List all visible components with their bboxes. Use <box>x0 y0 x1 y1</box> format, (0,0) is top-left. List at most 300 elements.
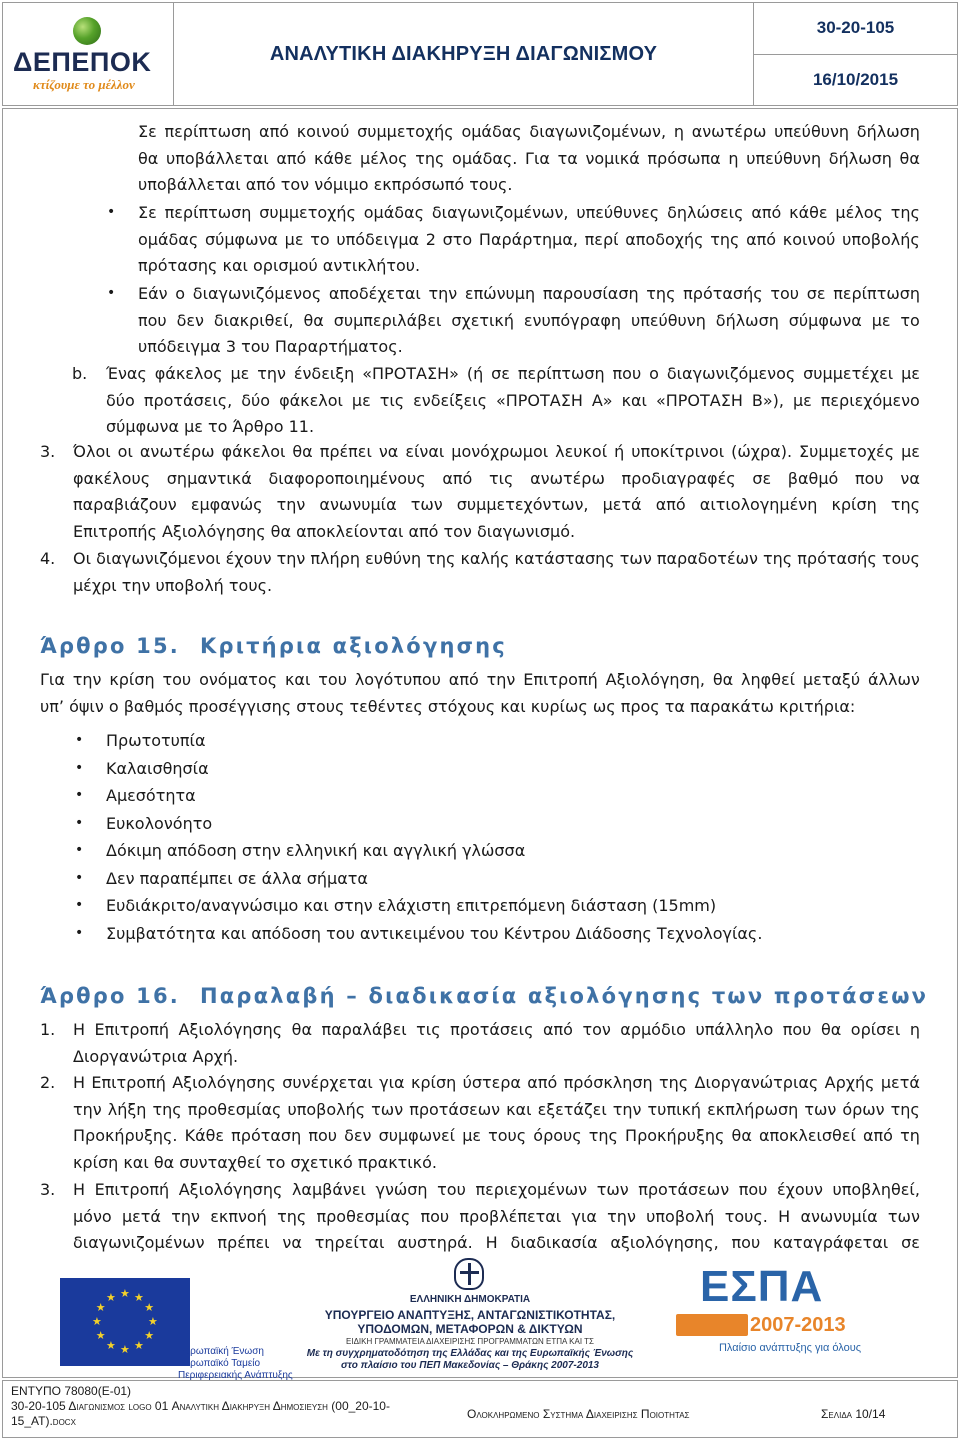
word: σχετική <box>451 310 514 330</box>
word: αρμόδιο <box>620 1020 686 1039</box>
word: Αξιολόγησης <box>178 1180 283 1199</box>
eu-star-icon: ★ <box>120 1343 130 1356</box>
word: με <box>230 364 250 383</box>
word: την <box>612 1099 642 1119</box>
list-marker: b. <box>72 364 88 383</box>
word: περίπτωση <box>164 203 252 222</box>
word: διαγωνιζόμενος <box>666 364 796 383</box>
word: Σε <box>138 203 157 222</box>
word: λογότυπου <box>354 670 441 689</box>
logo-name: ΔΕΠΕΠΟΚ <box>13 47 152 77</box>
word: της <box>890 495 920 514</box>
criteria-item: Δόκιμη απόδοση στην ελληνική και αγγλική γλώσσα <box>106 841 526 860</box>
word: αποδοχής <box>625 229 704 249</box>
paragraph-line <box>138 122 920 142</box>
list-marker: 2. <box>40 1073 56 1092</box>
eu-star-icon: ★ <box>134 1339 144 1353</box>
quality-system-label: Ολοκληρωμενο Συστημα Διαχειρισης Ποιοτητας <box>467 1407 690 1421</box>
word: την <box>276 495 306 514</box>
word: του <box>770 284 799 303</box>
article-15-heading <box>40 634 507 658</box>
word: συμμετοχής <box>259 203 356 222</box>
word: υποβολή <box>646 1206 715 1226</box>
bullet-icon: • <box>107 204 116 220</box>
word: σημαντικά <box>166 468 252 488</box>
word: διαγωνιζόμενος <box>192 284 322 303</box>
word: προτάσεις, <box>143 390 233 410</box>
word: σε <box>752 468 772 488</box>
eu-star-icon: ★ <box>95 1329 106 1342</box>
word: Β»), <box>751 390 784 410</box>
word: όρους <box>533 1126 582 1145</box>
eu-star-icon: ★ <box>106 1339 116 1353</box>
word: πλήρη <box>310 549 360 568</box>
word: πρόταση <box>231 1126 302 1145</box>
word: (ώχρα). <box>731 442 793 461</box>
word: δεν <box>176 310 204 330</box>
word: Σε <box>138 122 157 141</box>
word: ευθύνη <box>365 549 422 568</box>
word: προθεσμίας <box>187 1099 282 1119</box>
word: σε <box>806 284 826 303</box>
bullet-icon: • <box>75 897 84 913</box>
eu-star-icon: ★ <box>148 1315 158 1328</box>
bullet-icon: • <box>75 732 84 748</box>
eu-star-icon: ★ <box>144 1329 155 1342</box>
word: συμφωνεί <box>378 1126 456 1145</box>
bullet-line: υπόδειγμα 3 του Παραρτήματος. <box>138 337 403 356</box>
word: της <box>890 1099 920 1119</box>
word: να <box>900 468 920 488</box>
word: της <box>415 148 445 168</box>
word: περί <box>584 229 619 249</box>
word: Οι <box>73 549 92 568</box>
word: ενυπόγραφη <box>523 310 622 330</box>
word: την <box>428 284 458 303</box>
word: περίπτωση <box>517 364 605 383</box>
list-line: σύμφωνα με το Άρθρο 11. <box>106 417 315 436</box>
list-line <box>73 1126 920 1146</box>
word: ονόματος <box>199 670 278 689</box>
word: αποκλεισθεί <box>758 1126 856 1145</box>
paragraph-line <box>40 670 920 690</box>
word: υποβάλλεται <box>166 148 269 168</box>
form-code: ΕΝΤΥΠΟ 78080(Ε-01) <box>11 1384 132 1398</box>
word: σύμφωνα <box>788 310 862 330</box>
criteria-item: Δεν παραπέμπει σε άλλα σήματα <box>106 868 368 888</box>
word: επώνυμη <box>464 284 536 303</box>
page-footer <box>2 1380 958 1438</box>
word: του <box>318 670 347 689</box>
word: θα <box>292 442 313 461</box>
word: την <box>276 549 306 568</box>
word: με <box>284 229 304 249</box>
word: πρέπει <box>217 1233 270 1252</box>
word: Η <box>485 1233 498 1252</box>
word: μόνο <box>73 1206 112 1226</box>
criteria-item: Αμεσότητα <box>106 786 196 805</box>
word: αυστηρά. <box>397 1233 473 1252</box>
word: συμμετοχής <box>357 122 454 141</box>
word: με <box>462 1126 482 1145</box>
cofund-line-2: στο πλαίσιο του ΠΕΠ Μακεδονίας – Θράκης 2007-2013 <box>340 1360 599 1371</box>
list-marker: 1. <box>40 1020 56 1039</box>
document-code: 30-20-105 <box>816 18 895 38</box>
word: της <box>646 284 676 303</box>
article-number: Άρθρο 15. <box>40 634 180 658</box>
word: και <box>621 390 647 410</box>
word: μετά <box>602 495 642 514</box>
word: από <box>751 203 782 222</box>
word: διαγωνιζομένων, <box>431 203 569 222</box>
list-marker: 3. <box>40 442 56 461</box>
word: κάθε <box>789 203 828 222</box>
word: Εάν <box>138 284 168 303</box>
word: υπεύθυνη <box>630 310 706 330</box>
word: διαδικασία <box>510 1233 598 1252</box>
word: τα <box>557 148 578 168</box>
word: που <box>138 310 167 330</box>
list-line <box>73 1100 920 1120</box>
word: ένδειξη <box>293 364 355 383</box>
word: του <box>162 670 192 689</box>
article-title: Κριτήρια αξιολόγησης <box>199 634 507 658</box>
word: των <box>619 549 652 568</box>
word: καλής <box>460 549 510 568</box>
word: διακριθεί, <box>213 310 294 330</box>
word: Επιτροπή <box>94 1020 170 1039</box>
list-line <box>73 469 920 489</box>
word: μέλος <box>360 148 408 168</box>
word: αξιολόγησης, <box>610 1233 719 1252</box>
word: ομάδας <box>363 203 424 222</box>
document-title: ΑΝΑΛΥΤΙΚΗ ΔΙΑΚΗΡΥΞΗ ΔΙΑΓΩΝΙΣΜΟΥ <box>269 42 658 65</box>
word: δηλώσεις <box>667 203 744 222</box>
word: την <box>72 670 102 689</box>
word: σε <box>491 364 510 383</box>
word: ομάδας <box>138 229 199 249</box>
word: πρότασής <box>683 284 763 303</box>
word: Επιτροπή <box>523 670 598 689</box>
paragraph-line: υπ’ όψιν ο βαθμός προσέγγισης στους τεθέντες στόχους και κυρίως ως προς τα παρακάτω κριτήρια: <box>40 697 856 716</box>
word: προτάσεων <box>638 1180 730 1199</box>
word: για <box>379 1073 405 1092</box>
word: Συμμετοχές <box>799 442 895 461</box>
list-marker: 3. <box>40 1180 56 1199</box>
criteria-item: Καλαισθησία <box>106 758 209 778</box>
word: γνώση <box>375 1180 428 1199</box>
word: θα <box>712 670 734 689</box>
word: (ή <box>466 364 484 383</box>
word: που <box>738 1180 768 1199</box>
criteria-item: Πρωτοτυπία <box>106 731 206 750</box>
ministry-line-1: ΥΠΟΥΡΓΕΙΟ ΑΝΑΠΤΥΞΗΣ, ΑΝΤΑΓΩΝΙΣΤΙΚΟΤΗΤΑΣ, <box>324 1308 616 1322</box>
word: που <box>308 1126 337 1145</box>
eu-caption-line: Ευρωπαϊκή Ένωση <box>178 1346 264 1357</box>
list-line <box>106 364 920 384</box>
eu-caption-line: Ευρωπαϊκό Ταμείο <box>178 1358 261 1369</box>
word: βαθμό <box>787 468 839 488</box>
word: να <box>378 442 399 461</box>
word: που <box>731 1233 761 1252</box>
document-date: 16/10/2015 <box>754 54 957 106</box>
word: λευκοί <box>555 442 608 461</box>
word: τις <box>379 390 405 410</box>
word: του <box>437 1180 466 1199</box>
word: προτάσεις <box>450 1020 534 1039</box>
word: κρίση <box>831 495 877 514</box>
criteria-item: Συμβατότητα και απόδοση του αντικειμένου του Κέντρου Διάδοσης Τεχνολογίας. <box>106 923 763 943</box>
word: της <box>659 1073 689 1092</box>
word: πρόσωπα <box>647 148 721 168</box>
word: αποδέχεται <box>328 284 421 303</box>
word: ο <box>175 284 186 303</box>
word: τις <box>489 468 514 488</box>
word: με <box>901 364 920 383</box>
word: θα <box>291 1020 312 1039</box>
republic-label: ΕΛΛΗΝΙΚΗ ΔΗΜΟΚΡΑΤΙΑ <box>409 1294 531 1305</box>
word: των <box>887 1206 920 1226</box>
word: των <box>371 1099 404 1119</box>
word: παραλάβει <box>321 1020 407 1039</box>
word: Ένας <box>106 364 147 383</box>
word: φακέλους <box>73 468 151 488</box>
word: παραβιάζουν <box>73 495 177 514</box>
word: την <box>171 1206 200 1226</box>
word: συμμετεχόντων, <box>456 495 589 514</box>
word: συμπεριλάβει <box>333 310 442 330</box>
word: λήξη <box>107 1099 147 1119</box>
word: Παράρτημα, <box>478 229 578 249</box>
bullet-line <box>138 230 920 250</box>
word: Η <box>73 1180 86 1199</box>
word: την <box>607 1206 636 1226</box>
word: που <box>855 468 884 488</box>
word: έχουν <box>225 549 272 568</box>
word: περίπτωση <box>164 122 252 141</box>
word: είναι <box>405 442 445 461</box>
word: υπόδειγμα <box>336 229 420 249</box>
word: που <box>782 1020 812 1039</box>
list-line <box>73 1020 920 1040</box>
word: μετά <box>880 1073 920 1092</box>
word: σε <box>901 1233 920 1252</box>
word: Η <box>778 1206 791 1226</box>
word: νομικά <box>585 148 640 168</box>
word: μεταξύ <box>802 670 861 689</box>
word: την <box>486 670 516 689</box>
word: Αξιολόγησης <box>172 1073 276 1092</box>
word: περιεχόμενο <box>820 390 920 410</box>
word: το <box>310 229 330 249</box>
word: πρότασής <box>797 549 877 568</box>
espa-tagline: Πλαίσιο ανάπτυξης για όλους <box>718 1342 862 1354</box>
word: Αξιολόγησης <box>178 1020 283 1039</box>
word: από <box>746 229 777 249</box>
word: υποβολής <box>842 229 920 249</box>
secretariat-line: ΕΙΔΙΚΗ ΓΡΑΜΜΑΤΕΙΑ ΔΙΑΧΕΙΡΙΣΗΣ ΠΡΟΓΡΑΜΜΑΤΩΝ ΕΤΠΑ ΚΑΙ ΤΣ <box>346 1337 594 1346</box>
word: της <box>890 203 920 222</box>
word: με <box>871 310 891 330</box>
word: οι <box>117 442 133 461</box>
word: ενδείξεις <box>413 390 487 410</box>
word: της <box>152 1099 182 1119</box>
espa-years: 2007-2013 <box>750 1314 846 1336</box>
page-number: Σελιδα 10/14 <box>821 1407 886 1421</box>
word: Αξιολόγηση, <box>605 670 705 689</box>
word: θα <box>138 148 159 168</box>
word: ο <box>649 364 659 383</box>
footer-file-info <box>11 1384 451 1429</box>
word: ή <box>614 442 625 461</box>
bullet-line <box>138 284 920 304</box>
word: πρέπει <box>319 442 372 461</box>
word: να <box>282 1233 302 1252</box>
word: ανωτέρω <box>139 442 215 461</box>
word: συμμετέχει <box>803 364 894 383</box>
word: Επιτροπή <box>91 1073 166 1092</box>
espa-title: ΕΣΠΑ <box>700 1262 824 1311</box>
word: Για <box>40 670 65 689</box>
word: εξετάζει <box>537 1099 607 1119</box>
word: δύο <box>241 390 271 410</box>
word: σύμφωνα <box>204 229 278 249</box>
bullet-icon: • <box>75 787 84 803</box>
word: λαμβάνει <box>291 1180 366 1199</box>
word: τηρείται <box>314 1233 385 1252</box>
eu-star-icon: ★ <box>95 1301 106 1314</box>
bullet-icon: • <box>107 285 116 301</box>
word: προτάσεων <box>409 1099 501 1119</box>
word: με <box>901 442 920 461</box>
cofund-line-1: Με τη συγχρηματοδότηση της Ελλάδας και της Ευρωπαϊκής Ένωσης <box>306 1348 634 1359</box>
word: η <box>909 1020 920 1039</box>
eu-star-icon: ★ <box>92 1315 102 1328</box>
word: μονόχρωμοι <box>451 442 549 461</box>
word: με <box>792 390 812 410</box>
word: παρουσίαση <box>542 284 639 303</box>
word: περίπτωση <box>833 284 920 303</box>
article-16-heading <box>40 984 928 1008</box>
word: Προκήρυξης <box>625 1126 725 1145</box>
word: διαφοροποιημένους <box>268 468 426 488</box>
word: ανωτέρω <box>530 468 605 488</box>
bullet-line <box>138 311 920 331</box>
word: ανωνυμία <box>800 1206 878 1226</box>
word: κρίση <box>410 1073 457 1092</box>
word: εκπνοή <box>210 1206 267 1226</box>
word: από <box>655 495 686 514</box>
word: το <box>900 310 920 330</box>
header-meta <box>754 3 957 105</box>
word: ανωτέρω <box>691 122 767 141</box>
word: θα <box>303 310 324 330</box>
greek-republic-logo <box>300 1258 640 1371</box>
word: με <box>351 390 371 410</box>
file-name-line-2: 15_ΑΤ).docx <box>11 1414 76 1428</box>
word: ομάδας. <box>452 148 518 168</box>
bullet-icon: • <box>75 759 84 776</box>
word: Η <box>73 1020 86 1039</box>
word: Κάθε <box>184 1126 225 1145</box>
eu-caption-line: Περιφερειακής Ανάπτυξης <box>178 1370 293 1381</box>
word: προθεσμίας <box>316 1206 411 1226</box>
word: «ΠΡΟΤΑΣΗ <box>655 390 743 410</box>
eu-star-icon: ★ <box>134 1290 144 1304</box>
word: από <box>259 122 289 141</box>
word: της <box>710 229 740 249</box>
word: «ΠΡΟΤΑΣΗ <box>495 390 583 410</box>
list-line: μέχρι την υποβολή τους. <box>73 575 273 595</box>
word: η <box>673 122 684 141</box>
bullet-icon: • <box>75 869 84 886</box>
word: αιτιολογημένη <box>699 495 818 514</box>
page-header <box>2 2 958 106</box>
word: άλλων <box>867 670 920 689</box>
list-line <box>73 495 920 515</box>
word: κάθε <box>313 148 353 168</box>
word: δύο <box>106 390 135 410</box>
list-marker: 4. <box>40 549 56 568</box>
company-logo <box>3 3 174 105</box>
word: υπεύθυνη <box>746 148 822 168</box>
word: τον <box>582 1020 611 1039</box>
word: 2 <box>425 229 436 249</box>
word: Αρχής <box>824 1073 875 1092</box>
word: θα <box>820 1020 842 1039</box>
list-line <box>106 391 920 411</box>
word: ομάδας <box>461 122 522 141</box>
word: και <box>506 1099 532 1119</box>
word: φάκελοι <box>279 390 343 410</box>
word: που <box>420 1206 450 1226</box>
word: Διοργανώτριας <box>694 1073 819 1092</box>
list-line <box>73 1233 920 1253</box>
word: δήλωση <box>828 148 892 168</box>
word: κοινού <box>296 122 350 141</box>
eu-star-icon: ★ <box>144 1301 155 1314</box>
list-line <box>73 1180 920 1200</box>
word: εμφανώς <box>190 495 263 514</box>
word: υποβληθεί, <box>832 1180 920 1199</box>
word: και <box>285 670 311 689</box>
list-line: κρίση και θα συνταχθεί το σχετικό πρακτικό. <box>73 1152 437 1172</box>
word: τις <box>416 1020 441 1039</box>
word: τους. <box>724 1206 768 1226</box>
word: πρόσκληση <box>563 1073 653 1092</box>
word: υπεύθυνη <box>774 122 850 141</box>
word: από <box>863 1126 893 1145</box>
word: Για <box>525 148 550 168</box>
word: υποκίτρινοι <box>631 442 725 461</box>
word: κοινού <box>782 229 836 249</box>
word: έχουν <box>777 1180 823 1199</box>
word: θα <box>899 148 920 168</box>
word: διαγωνιζόμενοι <box>96 549 221 568</box>
word: κρίση <box>109 670 155 689</box>
paragraph-line <box>138 149 920 169</box>
word: στο <box>442 229 473 249</box>
list-line: Επιτροπής Αξιολόγησης θα αποκλείονται από τον διαγωνισμό. <box>73 521 576 541</box>
word: ύστερα <box>462 1073 521 1092</box>
word: παραδοτέων <box>656 549 758 568</box>
word: συνέρχεται <box>282 1073 373 1092</box>
word: διαγωνιζομένων <box>73 1233 205 1252</box>
word: ληφθεί <box>741 670 796 689</box>
word: των <box>410 495 443 514</box>
word: δήλωση <box>715 310 779 330</box>
eu-star-icon: ★ <box>120 1287 130 1300</box>
